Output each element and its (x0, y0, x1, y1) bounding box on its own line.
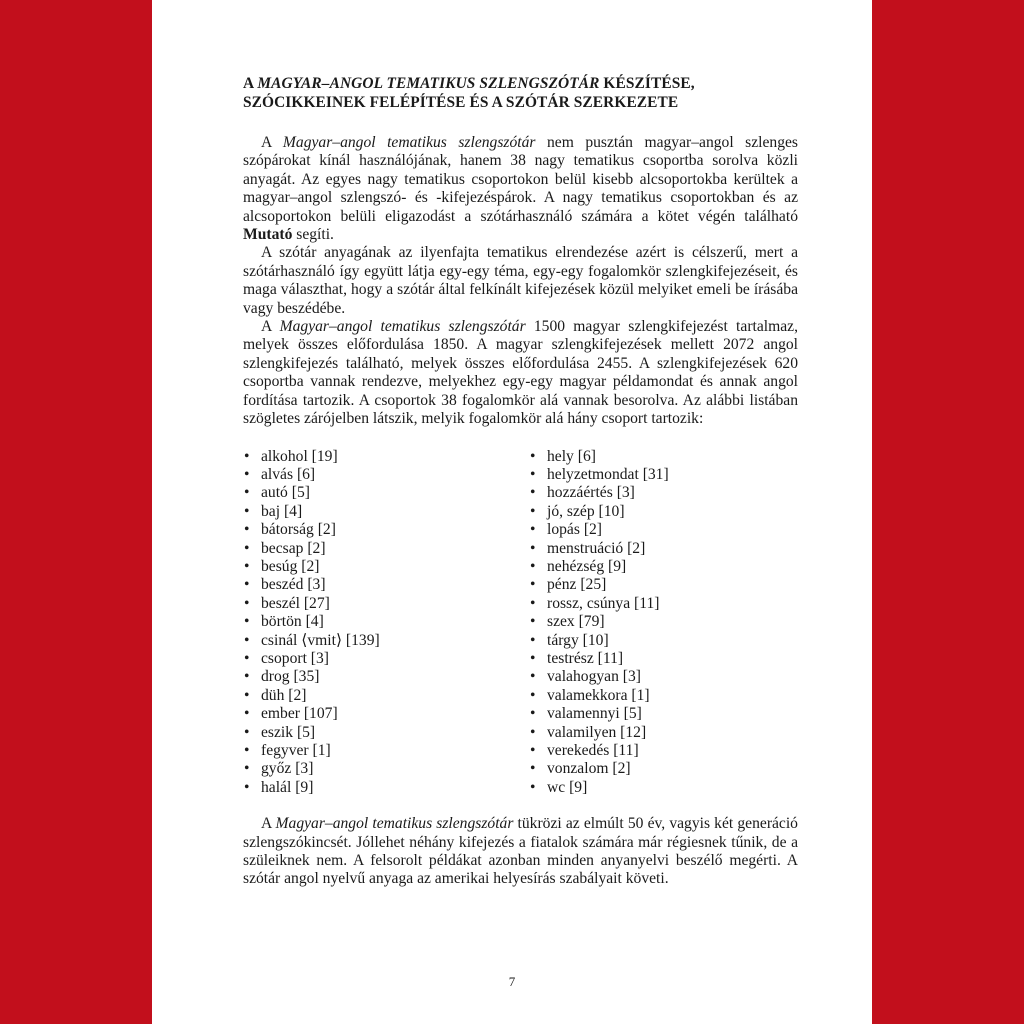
bullet-icon: • (530, 760, 536, 778)
bullet-icon: • (530, 502, 536, 520)
paragraph-arrangement: A szótár anyagának az ilyenfajta tematikus elrendezése azért is célszerű, mert a szótárhasználó így együtt látja egy-egy téma, egy-egy fogalomkör szlengkifejezéseit, és maga választhat, hogy a szótár által felkínált kifejezések közül melyiket emeli be írásába vagy beszédébe. (243, 244, 798, 317)
italic-title: Magyar–angol tematikus szlengszótár (275, 815, 514, 833)
topic-list-item (529, 595, 669, 613)
bullet-icon: • (244, 447, 250, 465)
italic-title: Magyar–angol tematikus szlengszótár (279, 318, 526, 336)
bullet-icon: • (244, 649, 250, 667)
heading-text: SZÓCIKKEINEK FELÉPÍTÉSE ÉS A SZÓTÁR SZERKEZETE (243, 94, 679, 111)
paragraph-intro (243, 134, 798, 244)
topic-list-item (243, 521, 529, 539)
topic-list-item (529, 742, 669, 760)
topic-label: pénz [25] (547, 576, 607, 594)
bullet-icon: • (244, 705, 250, 723)
topic-label: bátorság [2] (261, 521, 336, 539)
bullet-icon: • (244, 760, 250, 778)
bullet-icon: • (530, 686, 536, 704)
bullet-icon: • (530, 742, 536, 759)
topic-label: nehézség [9] (547, 557, 627, 575)
bullet-icon: • (530, 705, 536, 723)
topic-label: düh [2] (261, 686, 307, 704)
bullet-icon: • (244, 613, 250, 631)
topic-label: autó [5] (261, 484, 310, 502)
paragraph-text: nem pusztán magyar–angol szlenges szópárokat kínál használójának, hanem 38 nagy tematikus csoportba sorolva közli anyagát. Az egyes nagy tematikus csoportokon belül kisebb alcsoportokba kerültek a magyar–angol szlengszó- és -kifejezéspárok. A nagy tematikus csoportokban és az alcsoportokon belüli eligazodást a szótárhasználó számára a kötet végén található (243, 134, 798, 225)
bold-term: Mutató (243, 226, 293, 244)
topic-label: valamennyi [5] (547, 705, 642, 723)
heading-text: KÉSZÍTÉSE, (599, 75, 695, 92)
paragraph-text: A (261, 815, 276, 833)
paragraph-closing (243, 815, 798, 889)
topic-list-item (243, 448, 529, 466)
page-number: 7 (508, 974, 516, 989)
topic-list-item (529, 484, 669, 502)
topic-label: beszél [27] (261, 594, 330, 612)
bullet-icon: • (244, 502, 250, 520)
topic-list-item (529, 668, 669, 686)
paragraph-text: A (261, 134, 283, 151)
bullet-icon: • (530, 649, 536, 667)
topic-list-item (529, 705, 669, 723)
topic-list-item (243, 484, 529, 502)
paragraph-text: 1500 magyar szlengkifejezést tartalmaz, melyek összes előfordulása 1850. A magyar szlengkifejezések mellett 2072 angol szlengkifejezés található, melyek összes előfordulása 2455. A szlengkifejezések 620 csoportba vannak rendezve, melyekhez egy-egy magyar példamondat és annak angol fordítása tartozik. A csoportok 38 fogalomkör alá vannak besorolva. Az alábbi listában szögletes zárójelben látszik, melyik fogalomkör alá hány csoport tartozik: (243, 318, 798, 428)
section-heading (243, 74, 798, 112)
topic-label: verekedés [11] (547, 742, 639, 759)
bullet-icon: • (530, 723, 536, 741)
topic-label: ember [107] (261, 705, 338, 723)
topic-label: börtön [4] (261, 613, 324, 631)
topic-list-item (529, 779, 669, 797)
topic-label: eszik [5] (261, 723, 316, 741)
topic-label: lopás [2] (547, 521, 602, 539)
paragraph-text: A (261, 318, 280, 336)
document-page (152, 0, 872, 1024)
topic-list-item (529, 540, 669, 558)
bullet-icon: • (530, 539, 536, 557)
bullet-icon: • (530, 557, 536, 575)
paragraph-text: segíti. (292, 226, 334, 244)
topic-label: hozzáértés [3] (547, 484, 635, 502)
topic-list-item (243, 540, 529, 558)
topic-list-item (243, 687, 529, 705)
paragraph-statistics (243, 318, 798, 428)
topic-list-item (243, 595, 529, 613)
topic-label: hely [6] (547, 447, 596, 465)
topic-list-item (529, 503, 669, 521)
topic-label: rossz, csúnya [11] (547, 594, 660, 612)
bullet-icon: • (530, 778, 536, 796)
paragraph-text: tükrözi az elmúlt 50 év, vagyis két generáció szlengszókincsét. Jóllehet néhány kifejezés a fiatalok számára már régiesnek tűnik, de a szüleiknek nem. A felsorolt példákat azonban minden anyanyelvi beszélő megérti. A szótár angol nyelvű anyaga az amerikai helyesírás szabályait követi. (243, 815, 798, 888)
topic-list-item (529, 613, 669, 631)
topic-list-item (529, 521, 669, 539)
topic-list-item (243, 466, 529, 484)
heading-text: A (243, 75, 258, 92)
bullet-icon: • (530, 594, 536, 612)
topic-label: győz [3] (261, 760, 314, 778)
bullet-icon: • (530, 613, 536, 631)
bullet-icon: • (244, 723, 250, 741)
right-red-border (872, 0, 1024, 1024)
topic-list-item (243, 576, 529, 594)
bullet-icon: • (530, 576, 536, 594)
topic-list-item (529, 466, 669, 484)
topic-label: baj [4] (261, 502, 303, 520)
topic-label: becsap [2] (261, 539, 326, 557)
italic-title: Magyar–angol tematikus szlengszótár (282, 134, 536, 151)
topic-list-item (529, 760, 669, 778)
bullet-icon: • (530, 631, 536, 649)
topic-list-item (243, 724, 529, 742)
topic-label: fegyver [1] (261, 742, 331, 759)
topic-label: alvás [6] (261, 465, 316, 483)
topic-list-item (243, 760, 529, 778)
bullet-icon: • (530, 465, 536, 483)
topic-list-item (529, 632, 669, 650)
bullet-icon: • (530, 521, 536, 539)
topic-label: wc [9] (547, 778, 588, 796)
topic-label: csoport [3] (261, 649, 329, 667)
topic-list-item (243, 613, 529, 631)
bullet-icon: • (244, 668, 250, 686)
topic-label: drog [35] (261, 668, 320, 686)
bullet-icon: • (244, 484, 250, 502)
bullet-icon: • (244, 594, 250, 612)
bullet-icon: • (244, 686, 250, 704)
topic-list-item (243, 742, 529, 760)
page-content (243, 74, 798, 889)
topic-list-item (529, 687, 669, 705)
topic-label: szex [79] (547, 613, 605, 631)
topic-list-item (243, 705, 529, 723)
topic-list-item (243, 650, 529, 668)
topic-list-item (529, 650, 669, 668)
bullet-icon: • (244, 465, 250, 483)
topic-list-item (243, 503, 529, 521)
topic-list-right-column (529, 448, 669, 798)
topic-list-item (243, 779, 529, 797)
topic-label: valahogyan [3] (547, 668, 641, 686)
bullet-icon: • (244, 557, 250, 575)
topic-list (243, 448, 798, 798)
topic-list-item (243, 558, 529, 576)
topic-label: halál [9] (261, 778, 314, 796)
bullet-icon: • (244, 521, 250, 539)
heading-italic-title: MAGYAR–ANGOL TEMATIKUS SZLENGSZÓTÁR (257, 75, 600, 92)
topic-label: valamekkora [1] (547, 686, 650, 704)
topic-label: testrész [11] (547, 649, 624, 667)
bullet-icon: • (530, 668, 536, 686)
topic-label: jó, szép [10] (547, 502, 625, 520)
bullet-icon: • (244, 539, 250, 557)
topic-label: tárgy [10] (547, 631, 609, 649)
topic-label: alkohol [19] (261, 447, 338, 465)
bullet-icon: • (244, 742, 250, 759)
topic-list-item (243, 632, 529, 650)
bullet-icon: • (530, 447, 536, 465)
topic-label: valamilyen [12] (547, 723, 647, 741)
topic-list-item (529, 448, 669, 466)
topic-list-left-column (243, 448, 529, 798)
topic-list-item (529, 724, 669, 742)
left-red-border (0, 0, 152, 1024)
topic-list-item (529, 576, 669, 594)
topic-list-item (529, 558, 669, 576)
topic-label: besúg [2] (261, 557, 320, 575)
bullet-icon: • (244, 778, 250, 796)
topic-label: beszéd [3] (261, 576, 326, 594)
bullet-icon: • (530, 484, 536, 502)
topic-label: helyzetmondat [31] (547, 465, 669, 483)
bullet-icon: • (244, 631, 250, 649)
bullet-icon: • (244, 576, 250, 594)
topic-label: csinál ⟨vmit⟩ [139] (261, 631, 380, 649)
topic-label: vonzalom [2] (547, 760, 631, 778)
topic-list-item (243, 668, 529, 686)
topic-label: menstruáció [2] (547, 539, 646, 557)
